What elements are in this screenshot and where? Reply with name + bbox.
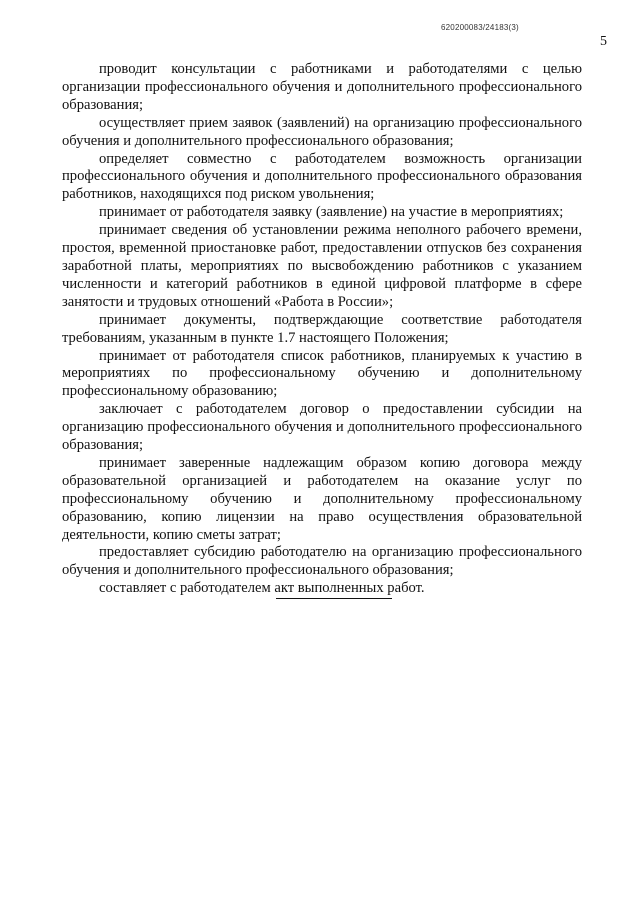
paragraph: принимает заверенные надлежащим образом копию договора между образовательной организацией и работодателем на оказание услуг по профессиональному обучению и дополнительному профессиональному образованию, копию лицензии на право осуществления образовательной деятельности, копию сметы затрат; — [62, 454, 582, 543]
paragraph: проводит консультации с работниками и работодателями с целью организации профессионального обучения и дополнительного профессионального образования; — [62, 61, 582, 113]
paragraph: принимает документы, подтверждающие соответствие работодателя требованиям, указанным в пункте 1.7 настоящего Положения; — [62, 311, 582, 346]
paragraph: принимает от работодателя заявку (заявление) на участие в мероприятиях; — [99, 204, 564, 221]
document-code: 620200083/24183(3) — [441, 23, 519, 32]
paragraph: принимает сведения об установлении режима неполного рабочего времени, простоя, временной приостановке работ, предоставлении отпусков без сохранения заработной платы, мероприятиях по высвобождению работников с указанием численности и категорий работников в единой цифровой платформе в сфере занятости и трудовых отношений «Работа в России»; — [62, 222, 582, 310]
paragraph: заключает с работодателем договор о предоставлении субсидии на организацию профессионального обучения и дополнительного профессионального образования; — [62, 401, 582, 454]
page-number: 5 — [600, 34, 607, 49]
paragraph: составляет с работодателем акт выполненных работ. — [99, 580, 425, 597]
paragraph: осуществляет прием заявок (заявлений) на организацию профессионального обучения и дополнительного профессионального образования; — [62, 114, 582, 149]
paragraph: определяет совместно с работодателем возможность организации профессионального обучения и дополнительного профессионального образования работников, находящихся под риском увольнения; — [62, 150, 582, 203]
paragraph: принимает от работодателя список работников, планируемых к участию в мероприятиях по профессиональному обучению и дополнительному профессиональному образованию; — [62, 347, 582, 400]
end-of-document-rule — [276, 598, 392, 599]
document-body — [62, 61, 582, 598]
paragraph: предоставляет субсидию работодателю на организацию профессионального обучения и дополнительного профессионального образования; — [62, 544, 582, 579]
